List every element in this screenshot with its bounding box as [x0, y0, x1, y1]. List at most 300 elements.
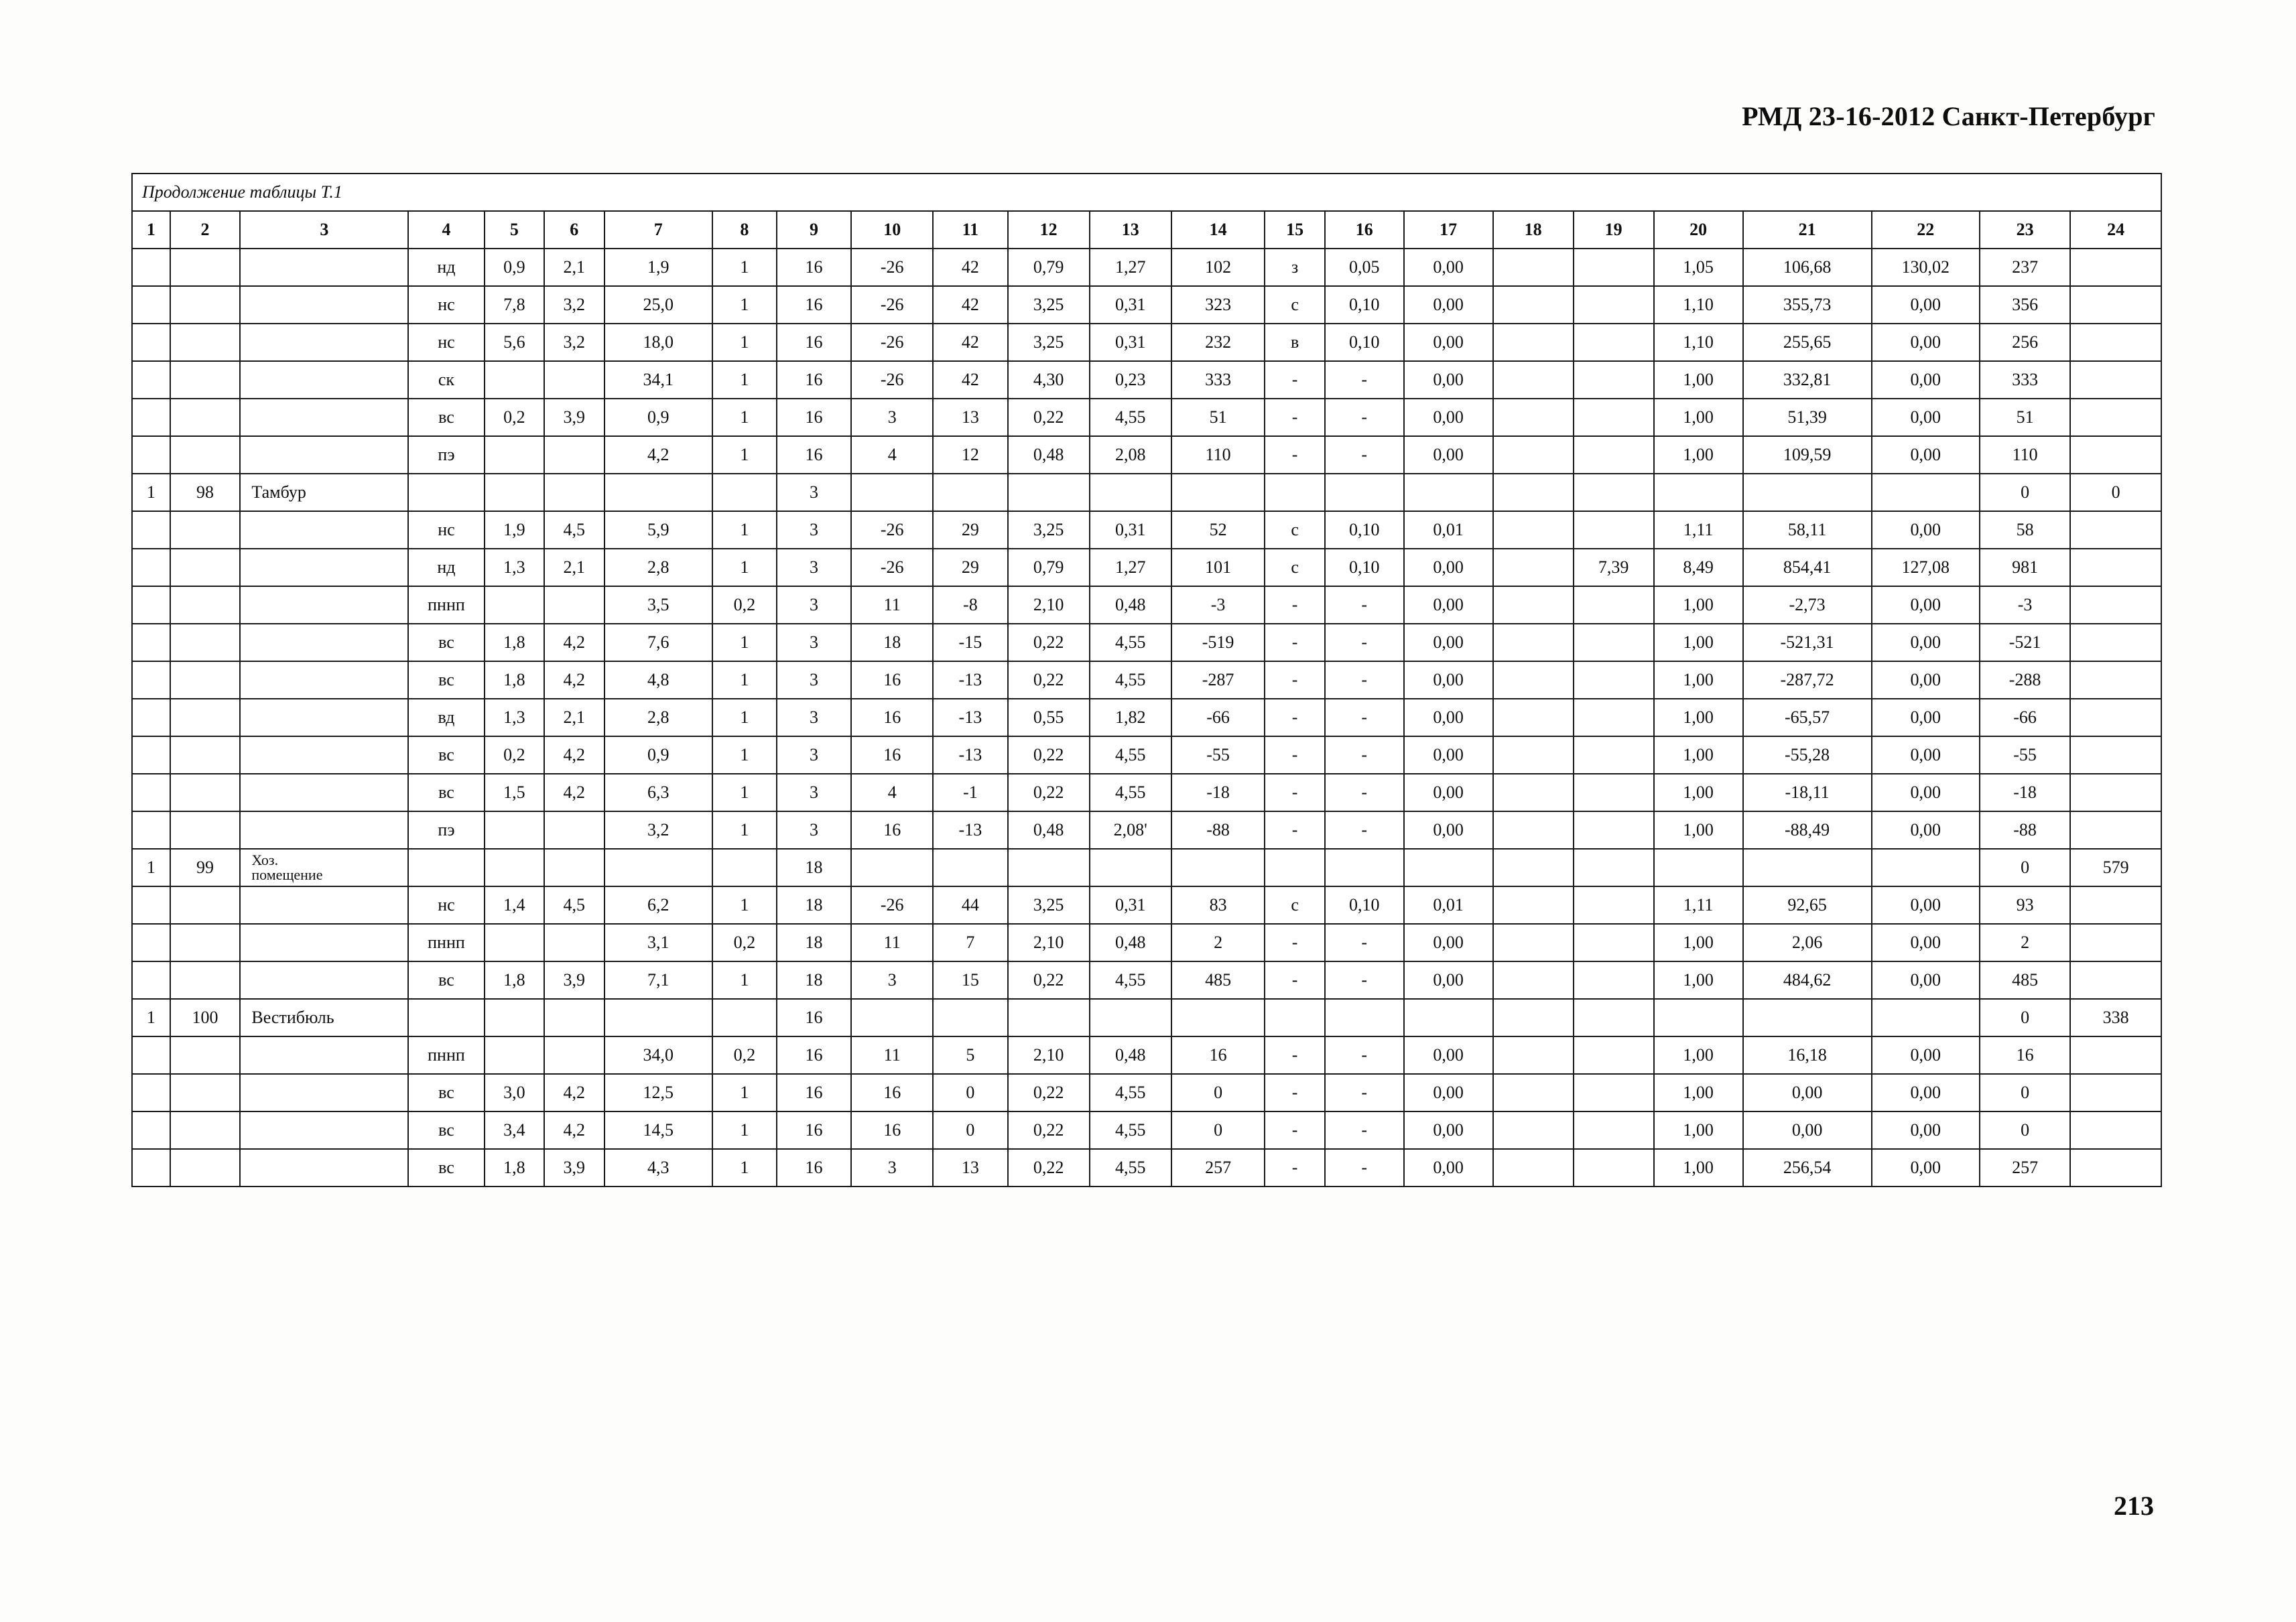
cell-c20: 1,10 [1654, 286, 1743, 324]
cell-c16: - [1325, 699, 1404, 736]
cell-c10: 4 [851, 436, 933, 474]
cell-c17 [1404, 849, 1493, 886]
cell-c18 [1493, 886, 1574, 924]
cell-c24 [2070, 1111, 2161, 1149]
cell-c10: -26 [851, 511, 933, 549]
cell-c23: -3 [1980, 586, 2070, 624]
cell-c9: 16 [777, 361, 851, 399]
cell-c17: 0,00 [1404, 1036, 1493, 1074]
cell-c3 [240, 399, 408, 436]
cell-c22: 0,00 [1872, 811, 1980, 849]
cell-c8: 1 [712, 249, 777, 286]
cell-c10: 11 [851, 924, 933, 961]
cell-c12: 0,79 [1008, 549, 1090, 586]
cell-c1 [132, 436, 170, 474]
cell-c23: 981 [1980, 549, 2070, 586]
cell-c7 [604, 474, 712, 511]
cell-c24 [2070, 399, 2161, 436]
cell-c20: 1,00 [1654, 436, 1743, 474]
cell-c18 [1493, 811, 1574, 849]
table-row [132, 399, 2161, 436]
cell-c6: 3,2 [544, 324, 604, 361]
table-row [132, 511, 2161, 549]
cell-c12: 0,55 [1008, 699, 1090, 736]
cell-c13: 4,55 [1090, 961, 1171, 999]
cell-c4: вс [408, 1149, 484, 1187]
cell-c8: 1 [712, 736, 777, 774]
cell-c12 [1008, 474, 1090, 511]
cell-c13: 4,55 [1090, 1149, 1171, 1187]
cell-c13: 2,08' [1090, 811, 1171, 849]
cell-c5 [485, 474, 544, 511]
cell-c22: 0,00 [1872, 736, 1980, 774]
table-row [132, 811, 2161, 849]
cell-c4: пннп [408, 924, 484, 961]
cell-c18 [1493, 924, 1574, 961]
cell-c24 [2070, 661, 2161, 699]
cell-c7: 14,5 [604, 1111, 712, 1149]
cell-c4 [408, 474, 484, 511]
cell-c11 [933, 849, 1007, 886]
cell-c2 [170, 399, 241, 436]
cell-c14: -66 [1171, 699, 1265, 736]
cell-c15: с [1265, 886, 1324, 924]
cell-c4: пннп [408, 586, 484, 624]
cell-c22: 0,00 [1872, 1036, 1980, 1074]
cell-c18 [1493, 736, 1574, 774]
cell-c12: 2,10 [1008, 924, 1090, 961]
cell-c3 [240, 361, 408, 399]
cell-c10: 18 [851, 624, 933, 661]
cell-c20: 1,00 [1654, 1036, 1743, 1074]
cell-c7: 7,1 [604, 961, 712, 999]
column-header-19: 19 [1574, 211, 1654, 249]
cell-c20: 1,00 [1654, 1149, 1743, 1187]
cell-c16: - [1325, 399, 1404, 436]
cell-c9: 18 [777, 924, 851, 961]
cell-c16: 0,10 [1325, 324, 1404, 361]
cell-c4: вд [408, 699, 484, 736]
column-header-16: 16 [1325, 211, 1404, 249]
cell-c3 [240, 586, 408, 624]
cell-c16: 0,10 [1325, 511, 1404, 549]
cell-c20: 1,00 [1654, 586, 1743, 624]
cell-c8: 1 [712, 774, 777, 811]
column-header-13: 13 [1090, 211, 1171, 249]
cell-c2 [170, 1074, 241, 1111]
cell-c10: -26 [851, 886, 933, 924]
cell-c1: 1 [132, 474, 170, 511]
cell-c7: 34,1 [604, 361, 712, 399]
cell-c19 [1574, 774, 1654, 811]
cell-c11: 29 [933, 549, 1007, 586]
cell-c23: -66 [1980, 699, 2070, 736]
cell-c6 [544, 849, 604, 886]
cell-c7: 5,9 [604, 511, 712, 549]
cell-c17: 0,00 [1404, 1111, 1493, 1149]
cell-c10: 11 [851, 1036, 933, 1074]
cell-c22: 0,00 [1872, 1111, 1980, 1149]
cell-c15: с [1265, 511, 1324, 549]
cell-c17: 0,01 [1404, 886, 1493, 924]
cell-c16: 0,10 [1325, 886, 1404, 924]
cell-c10 [851, 999, 933, 1036]
cell-c22 [1872, 999, 1980, 1036]
cell-c14: 485 [1171, 961, 1265, 999]
cell-c18 [1493, 961, 1574, 999]
cell-c21: -55,28 [1743, 736, 1872, 774]
cell-c6: 4,2 [544, 1111, 604, 1149]
column-header-20: 20 [1654, 211, 1743, 249]
cell-c19 [1574, 324, 1654, 361]
cell-c14: 232 [1171, 324, 1265, 361]
cell-c8: 1 [712, 661, 777, 699]
cell-c24 [2070, 1074, 2161, 1111]
cell-c21 [1743, 999, 1872, 1036]
room-name-cell: Вестибюль [240, 999, 408, 1036]
cell-c15: - [1265, 361, 1324, 399]
cell-c3 [240, 1036, 408, 1074]
cell-c1 [132, 549, 170, 586]
cell-c15: в [1265, 324, 1324, 361]
cell-c5: 1,4 [485, 886, 544, 924]
cell-c24 [2070, 1036, 2161, 1074]
cell-c12: 3,25 [1008, 324, 1090, 361]
cell-c1 [132, 924, 170, 961]
cell-c4: нс [408, 511, 484, 549]
cell-c1 [132, 286, 170, 324]
cell-c4: вс [408, 961, 484, 999]
cell-c19 [1574, 361, 1654, 399]
cell-c10: -26 [851, 361, 933, 399]
cell-c9: 3 [777, 811, 851, 849]
cell-c7 [604, 999, 712, 1036]
cell-c15: - [1265, 736, 1324, 774]
cell-c16: - [1325, 774, 1404, 811]
cell-c5 [485, 849, 544, 886]
cell-c1 [132, 399, 170, 436]
cell-c14: 2 [1171, 924, 1265, 961]
cell-c6 [544, 586, 604, 624]
cell-c23: 93 [1980, 886, 2070, 924]
cell-c8: 1 [712, 436, 777, 474]
cell-c6: 4,2 [544, 736, 604, 774]
cell-c2 [170, 324, 241, 361]
cell-c2 [170, 661, 241, 699]
cell-c20: 1,10 [1654, 324, 1743, 361]
cell-c1: 1 [132, 999, 170, 1036]
cell-c20: 1,00 [1654, 1074, 1743, 1111]
cell-c15: - [1265, 774, 1324, 811]
cell-c6 [544, 474, 604, 511]
cell-c10: -26 [851, 549, 933, 586]
cell-c11: 29 [933, 511, 1007, 549]
cell-c19 [1574, 624, 1654, 661]
cell-c7: 6,3 [604, 774, 712, 811]
column-header-9: 9 [777, 211, 851, 249]
cell-c4: вс [408, 399, 484, 436]
cell-c14: 323 [1171, 286, 1265, 324]
column-header-17: 17 [1404, 211, 1493, 249]
cell-c9: 3 [777, 511, 851, 549]
cell-c17: 0,00 [1404, 736, 1493, 774]
cell-c12: 3,25 [1008, 886, 1090, 924]
cell-c16: - [1325, 736, 1404, 774]
cell-c17: 0,00 [1404, 549, 1493, 586]
cell-c9: 3 [777, 586, 851, 624]
cell-c6: 3,9 [544, 1149, 604, 1187]
cell-c15: - [1265, 1149, 1324, 1187]
cell-c2 [170, 586, 241, 624]
cell-c7: 7,6 [604, 624, 712, 661]
cell-c4: нд [408, 249, 484, 286]
cell-c22: 0,00 [1872, 586, 1980, 624]
cell-c18 [1493, 286, 1574, 324]
cell-c5 [485, 999, 544, 1036]
table-row [132, 961, 2161, 999]
cell-c19 [1574, 661, 1654, 699]
cell-c13: 0,31 [1090, 324, 1171, 361]
cell-c18 [1493, 849, 1574, 886]
cell-c12: 0,22 [1008, 661, 1090, 699]
cell-c15: з [1265, 249, 1324, 286]
cell-c19 [1574, 924, 1654, 961]
cell-c12 [1008, 849, 1090, 886]
cell-c10: 3 [851, 399, 933, 436]
cell-c11: -13 [933, 699, 1007, 736]
cell-c9: 16 [777, 399, 851, 436]
column-header-8: 8 [712, 211, 777, 249]
cell-c17: 0,00 [1404, 361, 1493, 399]
cell-c1 [132, 736, 170, 774]
cell-c12: 3,25 [1008, 511, 1090, 549]
cell-c19 [1574, 886, 1654, 924]
table-row [132, 286, 2161, 324]
cell-c16: - [1325, 1074, 1404, 1111]
cell-c21 [1743, 849, 1872, 886]
cell-c8: 1 [712, 399, 777, 436]
cell-c23: 0 [1980, 1074, 2070, 1111]
cell-c19 [1574, 511, 1654, 549]
cell-c12: 4,30 [1008, 361, 1090, 399]
cell-c22: 0,00 [1872, 286, 1980, 324]
cell-c8: 1 [712, 361, 777, 399]
cell-c14 [1171, 474, 1265, 511]
cell-c3 [240, 1111, 408, 1149]
cell-c1 [132, 1074, 170, 1111]
cell-c7: 34,0 [604, 1036, 712, 1074]
cell-c16: - [1325, 1036, 1404, 1074]
cell-c18 [1493, 249, 1574, 286]
cell-c14: 0 [1171, 1111, 1265, 1149]
cell-c19 [1574, 1111, 1654, 1149]
cell-c20 [1654, 474, 1743, 511]
cell-c5: 0,2 [485, 399, 544, 436]
cell-c16: 0,05 [1325, 249, 1404, 286]
cell-c18 [1493, 436, 1574, 474]
column-header-4: 4 [408, 211, 484, 249]
cell-c9: 3 [777, 774, 851, 811]
cell-c13: 0,31 [1090, 886, 1171, 924]
cell-c13: 0,48 [1090, 1036, 1171, 1074]
cell-c16: - [1325, 961, 1404, 999]
cell-c22: 0,00 [1872, 1149, 1980, 1187]
cell-c16 [1325, 849, 1404, 886]
cell-c8: 0,2 [712, 586, 777, 624]
cell-c13: 4,55 [1090, 774, 1171, 811]
cell-c10: 16 [851, 1111, 933, 1149]
cell-c2: 99 [170, 849, 241, 886]
cell-c6: 4,2 [544, 774, 604, 811]
cell-c17: 0,00 [1404, 1074, 1493, 1111]
column-header-21: 21 [1743, 211, 1872, 249]
cell-c4: вс [408, 624, 484, 661]
cell-c6: 3,9 [544, 961, 604, 999]
cell-c10: 16 [851, 661, 933, 699]
cell-c22: 0,00 [1872, 774, 1980, 811]
cell-c13: 0,48 [1090, 586, 1171, 624]
cell-c8 [712, 849, 777, 886]
cell-c21: 109,59 [1743, 436, 1872, 474]
cell-c23: 485 [1980, 961, 2070, 999]
cell-c13: 4,55 [1090, 1074, 1171, 1111]
cell-c24: 579 [2070, 849, 2161, 886]
cell-c2 [170, 886, 241, 924]
cell-c8: 1 [712, 1074, 777, 1111]
cell-c11: 42 [933, 286, 1007, 324]
cell-c1 [132, 361, 170, 399]
cell-c1 [132, 774, 170, 811]
cell-c8: 1 [712, 511, 777, 549]
cell-c2: 100 [170, 999, 241, 1036]
cell-c19 [1574, 811, 1654, 849]
cell-c24 [2070, 961, 2161, 999]
cell-c12: 0,22 [1008, 774, 1090, 811]
table-row [132, 249, 2161, 286]
cell-c23: 237 [1980, 249, 2070, 286]
cell-c9: 3 [777, 549, 851, 586]
table-row [132, 324, 2161, 361]
cell-c14: 16 [1171, 1036, 1265, 1074]
cell-c12: 0,48 [1008, 811, 1090, 849]
cell-c12: 2,10 [1008, 586, 1090, 624]
cell-c23: -88 [1980, 811, 2070, 849]
cell-c22: 0,00 [1872, 886, 1980, 924]
cell-c6: 2,1 [544, 249, 604, 286]
cell-c14: 102 [1171, 249, 1265, 286]
cell-c4: нд [408, 549, 484, 586]
cell-c12: 0,22 [1008, 399, 1090, 436]
cell-c8 [712, 474, 777, 511]
cell-c16: - [1325, 1149, 1404, 1187]
cell-c7: 0,9 [604, 736, 712, 774]
cell-c21: 92,65 [1743, 886, 1872, 924]
cell-c9: 18 [777, 849, 851, 886]
cell-c9: 16 [777, 436, 851, 474]
cell-c16: - [1325, 361, 1404, 399]
cell-c21: 106,68 [1743, 249, 1872, 286]
cell-c24 [2070, 249, 2161, 286]
cell-c6: 4,2 [544, 1074, 604, 1111]
cell-c21: 332,81 [1743, 361, 1872, 399]
table-row [132, 1036, 2161, 1074]
table-row [132, 886, 2161, 924]
cell-c1 [132, 661, 170, 699]
table-row [132, 436, 2161, 474]
cell-c24 [2070, 774, 2161, 811]
cell-c16: - [1325, 811, 1404, 849]
cell-c19 [1574, 586, 1654, 624]
cell-c11: 0 [933, 1111, 1007, 1149]
cell-c10: -26 [851, 249, 933, 286]
cell-c14 [1171, 849, 1265, 886]
cell-c21: 355,73 [1743, 286, 1872, 324]
cell-c3 [240, 1074, 408, 1111]
cell-c17: 0,01 [1404, 511, 1493, 549]
cell-c11: 5 [933, 1036, 1007, 1074]
cell-c23: -288 [1980, 661, 2070, 699]
cell-c15 [1265, 999, 1324, 1036]
cell-c16: - [1325, 586, 1404, 624]
cell-c23: 0 [1980, 1111, 2070, 1149]
cell-c13: 0,31 [1090, 511, 1171, 549]
cell-c11: -15 [933, 624, 1007, 661]
cell-c20: 1,00 [1654, 361, 1743, 399]
cell-c7: 4,8 [604, 661, 712, 699]
column-header-2: 2 [170, 211, 241, 249]
cell-c3 [240, 961, 408, 999]
cell-c22: 0,00 [1872, 624, 1980, 661]
cell-c2 [170, 436, 241, 474]
cell-c6: 2,1 [544, 699, 604, 736]
cell-c20: 1,00 [1654, 811, 1743, 849]
cell-c24 [2070, 361, 2161, 399]
table-row [132, 1074, 2161, 1111]
cell-c18 [1493, 324, 1574, 361]
cell-c15: - [1265, 586, 1324, 624]
cell-c6 [544, 924, 604, 961]
cell-c10: 16 [851, 811, 933, 849]
cell-c3 [240, 774, 408, 811]
cell-c2 [170, 774, 241, 811]
cell-c22: 0,00 [1872, 511, 1980, 549]
cell-c5 [485, 924, 544, 961]
cell-c17: 0,00 [1404, 399, 1493, 436]
cell-c17 [1404, 999, 1493, 1036]
cell-c13: 1,27 [1090, 249, 1171, 286]
cell-c16 [1325, 999, 1404, 1036]
table-row [132, 999, 2161, 1036]
cell-c15: - [1265, 699, 1324, 736]
cell-c20: 1,11 [1654, 886, 1743, 924]
cell-c7: 4,2 [604, 436, 712, 474]
cell-c11: 15 [933, 961, 1007, 999]
cell-c1 [132, 624, 170, 661]
cell-c3 [240, 661, 408, 699]
cell-c21: 58,11 [1743, 511, 1872, 549]
cell-c2 [170, 249, 241, 286]
cell-c1 [132, 811, 170, 849]
cell-c21: -18,11 [1743, 774, 1872, 811]
cell-c8: 0,2 [712, 924, 777, 961]
cell-c17: 0,00 [1404, 811, 1493, 849]
cell-c12: 0,22 [1008, 736, 1090, 774]
cell-c1 [132, 249, 170, 286]
cell-c11: -13 [933, 661, 1007, 699]
cell-c13: 4,55 [1090, 399, 1171, 436]
cell-c14: 333 [1171, 361, 1265, 399]
cell-c17: 0,00 [1404, 286, 1493, 324]
